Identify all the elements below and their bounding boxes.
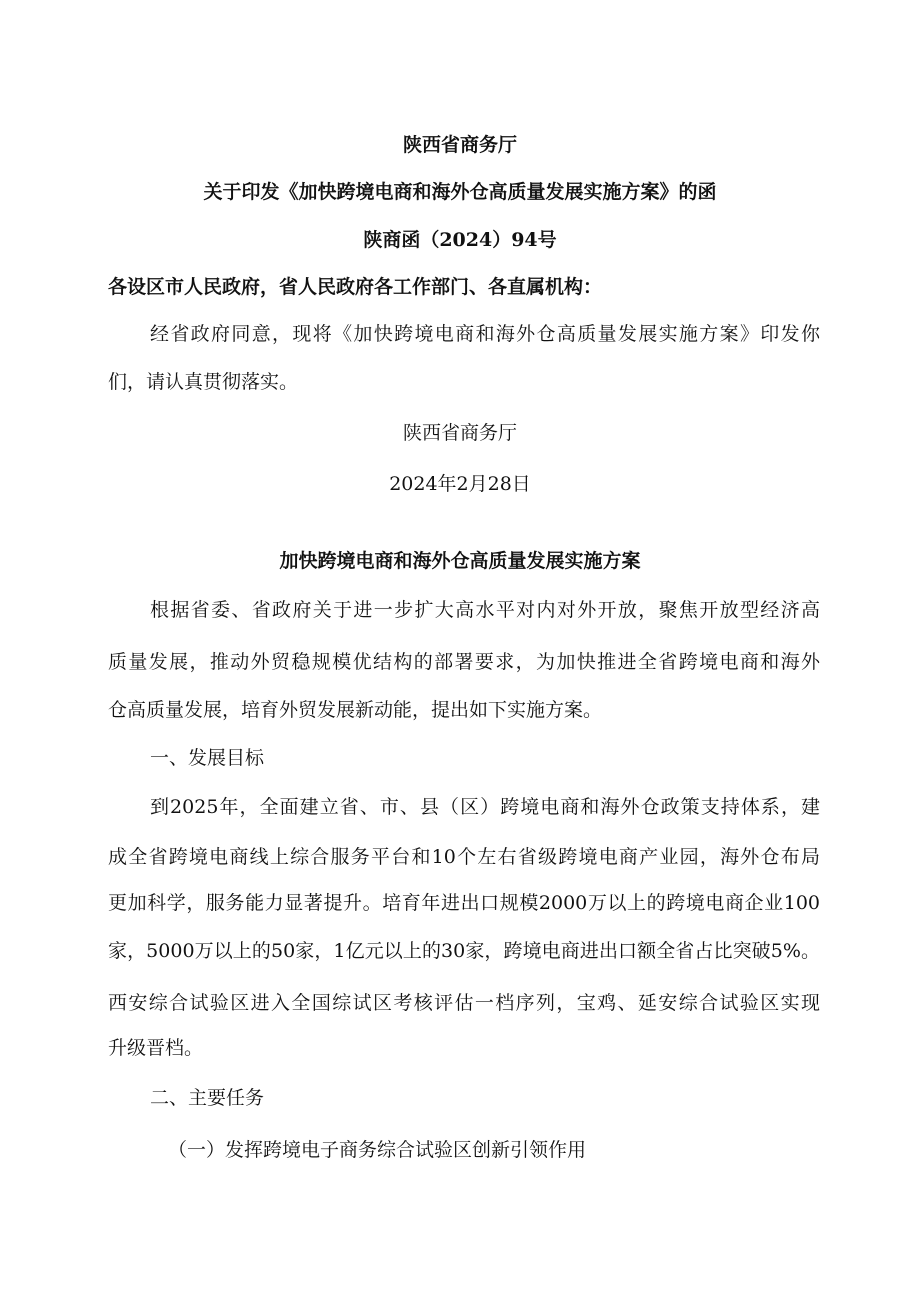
signature-date: 2024年2月28日: [389, 473, 531, 495]
goals-paragraph-line: 升级晋档。: [108, 1037, 204, 1059]
issuing-organization: 陕西省商务厅: [402, 134, 517, 156]
letter-body-line: 经省政府同意，现将《加快跨境电商和海外仓高质量发展实施方案》印发你: [150, 323, 820, 345]
intro-paragraph-line: 根据省委、省政府关于进一步扩大高水平对内对外开放，聚焦开放型经济高: [150, 599, 820, 621]
section-heading-tasks: 二、主要任务: [150, 1087, 265, 1109]
subsection-heading: （一）发挥跨境电子商务综合试验区创新引领作用: [168, 1139, 587, 1161]
goals-paragraph-line: 成全省跨境电商线上综合服务平台和10个左右省级跨境电商产业园，海外仓布局: [108, 846, 820, 868]
goals-paragraph-line: 西安综合试验区进入全国综试区考核评估一档序列，宝鸡、延安综合试验区实现: [108, 992, 820, 1014]
goals-paragraph-line: 家，5000万以上的50家，1亿元以上的30家，跨境电商进出口额全省占比突破5%。: [108, 940, 820, 962]
signature: 陕西省商务厅: [402, 422, 517, 444]
letter-body-line: 们，请认真贯彻落实。: [108, 371, 299, 393]
section-heading-goals: 一、发展目标: [150, 747, 265, 769]
letter-title: 关于印发《加快跨境电商和海外仓高质量发展实施方案》的函: [203, 181, 717, 203]
goals-paragraph-line: 更加科学，服务能力显著提升。培育年进出口规模2000万以上的跨境电商企业100: [108, 892, 820, 914]
plan-title: 加快跨境电商和海外仓高质量发展实施方案: [279, 550, 641, 572]
salutation: 各设区市人民政府，省人民政府各工作部门、各直属机构：: [108, 276, 603, 298]
document-number: 陕商函（2024）94号: [363, 229, 557, 251]
intro-paragraph-line: 仓高质量发展，培育外贸发展新动能，提出如下实施方案。: [108, 699, 603, 721]
goals-paragraph-line: 到2025年，全面建立省、市、县（区）跨境电商和海外仓政策支持体系，建: [150, 796, 820, 818]
intro-paragraph-line: 质量发展，推动外贸稳规模优结构的部署要求，为加快推进全省跨境电商和海外: [108, 651, 820, 673]
